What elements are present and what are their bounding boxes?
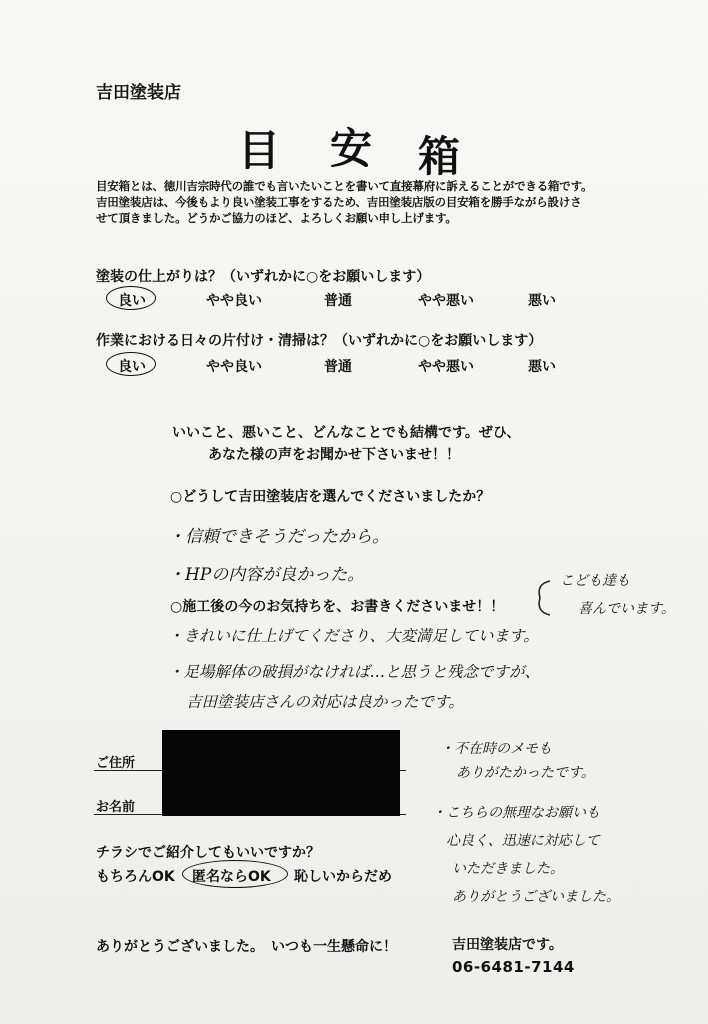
q2-selected-circle	[106, 352, 156, 376]
q1-option-fairly-good[interactable]: やや良い	[206, 293, 262, 309]
redaction-block	[162, 730, 400, 816]
q4-answer-2: ・足場解体の破損がなければ…と思うと残念ですが、	[168, 663, 541, 681]
q3-answer-1: ・信頼できそうだったから。	[168, 527, 389, 547]
footer-thanks: ありがとうございました。 いつも一生懸命に！	[96, 939, 397, 955]
q2-label: 作業における日々の片付け・清掃は？（いずれかに○をお願いします）	[96, 333, 543, 349]
side-note-top-1: こども達も	[560, 573, 630, 589]
footer-shop: 吉田塗装店です。	[452, 937, 563, 953]
phone-number: 06-6481-7144	[452, 958, 575, 976]
flyer-option-no[interactable]: 恥しいからだめ	[294, 869, 392, 885]
q2-option-fairly-bad[interactable]: やや悪い	[418, 359, 474, 375]
q1-option-good[interactable]: 良い	[118, 293, 146, 309]
brace-mark	[530, 578, 554, 618]
side-note-top-2: 喜んでいます。	[578, 601, 675, 617]
side-note-right-3: ・こちらの無理なお願いも	[432, 805, 600, 821]
q4-answer-1: ・きれいに仕上げてくださり、大変満足しています。	[168, 627, 539, 645]
side-note-right-2: ありがたかったです。	[456, 765, 595, 781]
q2-option-fairly-good[interactable]: やや良い	[206, 359, 262, 375]
side-note-right-1: ・不在時のメモも	[440, 741, 552, 757]
q1-option-fairly-bad[interactable]: やや悪い	[418, 293, 474, 309]
flyer-option-ok[interactable]: もちろんOK	[96, 869, 175, 885]
side-note-right-6: ありがとうございました。	[452, 889, 620, 905]
shop-name: 吉田塗装店	[96, 83, 181, 103]
q1-option-average[interactable]: 普通	[324, 293, 352, 309]
flyer-option-anonymous[interactable]: 匿名ならOK	[192, 869, 271, 885]
q3-answer-2: ・HPの内容が良かった。	[168, 565, 365, 585]
q1-selected-circle	[106, 286, 156, 310]
q4-label: ○施工後の今のお気持ちを、お書きくださいませ！！	[170, 599, 505, 615]
q2-option-good[interactable]: 良い	[118, 359, 146, 375]
title-char-2: 安	[330, 124, 373, 173]
title-char-1: 目	[238, 126, 281, 175]
q2-option-bad[interactable]: 悪い	[528, 359, 556, 375]
q1-label: 塗装の仕上がりは？（いずれかに○をお願いします）	[96, 269, 431, 285]
side-note-right-5: いただきました。	[452, 861, 564, 877]
name-label: お名前	[96, 800, 136, 815]
address-label: ご住所	[96, 756, 136, 771]
title-char-3: 箱	[418, 132, 461, 181]
message-line-1: いいこと、悪いこと、どんなことでも結構です。ぜひ、	[172, 425, 521, 441]
intro-line-3: せて頂きました。どうかご協力のほど、よろしくお願い申し上げます。	[96, 211, 457, 225]
flyer-selected-circle	[182, 860, 288, 888]
q3-label: ○どうして吉田塗装店を選んでくださいましたか？	[170, 489, 491, 505]
intro-line-2: 吉田塗装店は、今後もより良い塗装工事をするため、吉田塗装店版の目安箱を勝手ながら設けさ	[96, 195, 582, 209]
flyer-question: チラシでご紹介してもいいですか？	[96, 845, 320, 861]
q2-option-average[interactable]: 普通	[324, 359, 352, 375]
intro-line-1: 目安箱とは、徳川吉宗時代の誰でも言いたいことを書いて直接幕府に訴えることができる箱です。	[96, 179, 593, 193]
q1-option-bad[interactable]: 悪い	[528, 293, 556, 309]
message-line-2: あなた様の声をお聞かせ下さいませ！！	[208, 447, 460, 463]
q4-answer-3: 吉田塗装店さんの対応は良かったです。	[186, 693, 464, 711]
side-note-right-4: 心良く、迅速に対応して	[446, 833, 600, 849]
